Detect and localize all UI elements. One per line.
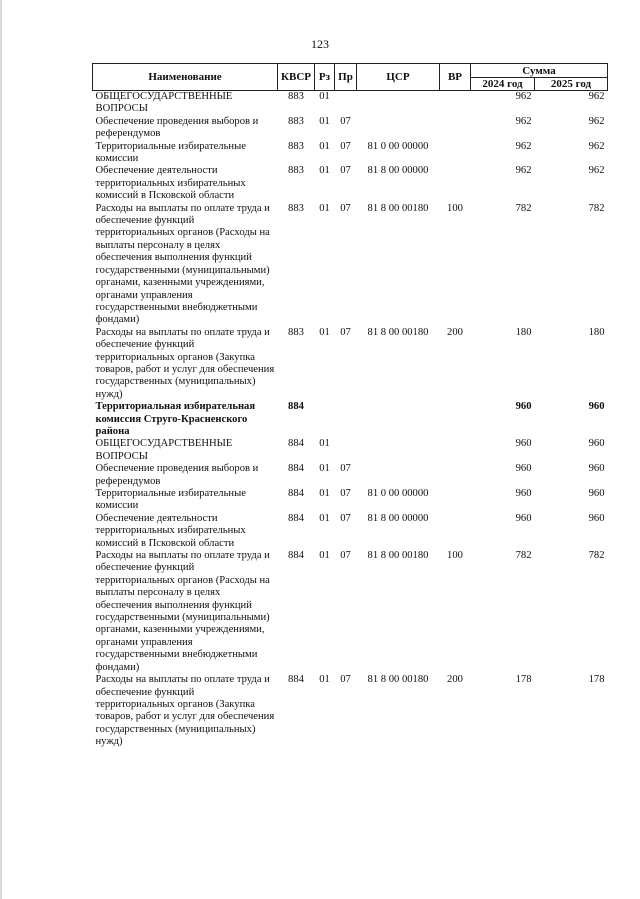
- table-row: [93, 463, 608, 488]
- row-csr: [357, 438, 440, 463]
- header-vr: ВР: [440, 64, 471, 91]
- scan-edge: [0, 0, 2, 899]
- table-row: [93, 438, 608, 463]
- table-row: [93, 91, 608, 116]
- row-pr: 07: [340, 674, 351, 686]
- row-rz: 01: [319, 202, 330, 214]
- row-vr: [440, 463, 471, 488]
- table-header: [93, 64, 608, 91]
- row-vr: [440, 513, 471, 550]
- row-sum-2025: 178: [588, 674, 605, 686]
- row-sum-2024: 962: [515, 115, 532, 127]
- table-row: [93, 203, 608, 327]
- row-sum-2025: 960: [588, 401, 605, 413]
- row-sum-2025: 960: [588, 438, 605, 450]
- row-kvsr: 884: [288, 488, 304, 499]
- row-vr: [440, 165, 471, 202]
- row-name: Расходы на выплаты по оплате труда и обеспечение функций территориальных органов (Расходы на выплаты персоналу в целях обеспечения выполнения функций государственными (муниципальными) органами, казенными учреждениями, органами управления государственными внебюджетными фондами): [95, 202, 270, 326]
- row-rz: 01: [319, 438, 330, 450]
- row-pr: 07: [340, 202, 351, 214]
- row-rz: 01: [319, 115, 330, 127]
- row-name: Расходы на выплаты по оплате труда и обеспечение функций территориальных органов (Закупка товаров, работ и услуг для обеспечения государственных (муниципальных) нужд): [95, 674, 275, 748]
- row-sum-2024: 962: [515, 140, 532, 152]
- row-pr: 07: [340, 115, 351, 127]
- row-pr: 07: [340, 463, 351, 475]
- row-pr: [335, 438, 357, 463]
- row-pr: 07: [340, 165, 351, 177]
- row-sum-2025: 960: [588, 463, 605, 475]
- row-pr: 07: [340, 140, 351, 152]
- row-vr: [440, 116, 471, 141]
- row-name: ОБЩЕГОСУДАРСТВЕННЫЕ ВОПРОСЫ: [95, 91, 233, 115]
- row-name: Территориальные избирательные комиссии: [95, 488, 246, 512]
- table-row: [93, 550, 608, 674]
- row-pr: 07: [340, 550, 351, 562]
- row-csr: 81 0 00 00000: [367, 488, 429, 499]
- row-csr: [357, 116, 440, 141]
- row-vr: [440, 401, 471, 438]
- row-kvsr: 884: [288, 438, 304, 450]
- row-sum-2025: 782: [588, 202, 605, 214]
- row-sum-2025: 962: [588, 165, 605, 177]
- row-vr: [440, 438, 471, 463]
- row-pr: 07: [340, 512, 351, 524]
- budget-table-container: [92, 63, 607, 749]
- row-name: Обеспечение проведения выборов и референдумов: [95, 115, 259, 140]
- row-sum-2025: 962: [588, 140, 605, 152]
- row-csr: [357, 91, 440, 116]
- row-vr: 100: [447, 202, 463, 214]
- row-csr: 81 8 00 00180: [367, 202, 429, 214]
- row-sum-2024: 962: [515, 165, 532, 177]
- row-kvsr: 884: [288, 512, 304, 524]
- row-name: Обеспечение деятельности территориальных избирательных комиссий в Псковской области: [95, 165, 246, 202]
- row-name: Обеспечение деятельности территориальных избирательных комиссий в Псковской области: [95, 512, 246, 549]
- table-row: [93, 165, 608, 202]
- row-rz: 01: [319, 550, 330, 562]
- budget-table: [92, 63, 608, 749]
- row-sum-2024: 960: [515, 512, 532, 524]
- row-kvsr: 883: [288, 165, 304, 177]
- row-name: Территориальные избирательные комиссии: [95, 140, 246, 165]
- row-sum-2024: 960: [515, 401, 532, 413]
- page-number: 123: [311, 37, 329, 51]
- table-row: [93, 513, 608, 550]
- row-kvsr: 883: [288, 91, 304, 102]
- row-vr: 200: [447, 674, 463, 686]
- table-row: [93, 327, 608, 401]
- row-rz: 01: [319, 326, 330, 338]
- header-rz: Рз: [315, 64, 335, 91]
- header-csr: ЦСР: [357, 64, 440, 91]
- header-year-2025: 2025 год: [535, 78, 608, 91]
- row-csr: 81 8 00 00180: [367, 674, 429, 686]
- row-vr: [440, 488, 471, 513]
- row-pr: [335, 91, 357, 116]
- row-kvsr: 884: [288, 463, 304, 475]
- row-rz: [315, 401, 335, 438]
- row-csr: [357, 401, 440, 438]
- row-rz: 01: [319, 512, 330, 524]
- row-rz: 01: [319, 165, 330, 177]
- row-kvsr: 884: [288, 674, 304, 686]
- table-row: [93, 488, 608, 513]
- table-row: [93, 141, 608, 166]
- row-csr: 81 8 00 00000: [367, 165, 429, 177]
- row-name: Обеспечение проведения выборов и референдумов: [95, 463, 259, 487]
- row-sum-2025: 782: [588, 550, 605, 562]
- row-csr: 81 8 00 00180: [367, 326, 429, 338]
- row-sum-2024: 960: [515, 488, 532, 499]
- row-sum-2025: 180: [588, 326, 605, 338]
- row-rz: 01: [319, 463, 330, 475]
- row-rz: 01: [319, 140, 330, 152]
- row-sum-2025: 962: [588, 91, 605, 102]
- row-vr: [440, 91, 471, 116]
- row-sum-2024: 180: [515, 326, 532, 338]
- table-row: [93, 401, 608, 438]
- row-kvsr: 883: [288, 202, 304, 214]
- row-name: ОБЩЕГОСУДАРСТВЕННЫЕ ВОПРОСЫ: [95, 438, 233, 462]
- row-csr: 81 8 00 00000: [367, 512, 429, 524]
- header-sum: Сумма: [471, 64, 608, 78]
- row-sum-2024: 962: [515, 91, 532, 102]
- row-sum-2025: 960: [588, 488, 605, 499]
- row-sum-2024: 960: [515, 438, 532, 450]
- row-sum-2024: 782: [515, 550, 532, 562]
- row-vr: 200: [447, 326, 463, 338]
- row-sum-2024: 782: [515, 202, 532, 214]
- row-csr: 81 8 00 00180: [367, 550, 429, 562]
- row-kvsr: 884: [288, 550, 304, 562]
- row-rz: 01: [319, 91, 330, 102]
- row-sum-2024: 960: [515, 463, 532, 475]
- row-name: Территориальная избирательная комиссия Струго-Красненского района: [95, 401, 256, 437]
- row-pr: [335, 401, 357, 438]
- header-pr: Пр: [335, 64, 357, 91]
- row-name: Расходы на выплаты по оплате труда и обеспечение функций территориальных органов (Расходы на выплаты персоналу в целях обеспечения выполнения функций государственными (муниципальными) органами, казенными учреждениями, органами управления государственными внебюджетными фондами): [95, 550, 270, 673]
- row-name: Расходы на выплаты по оплате труда и обеспечение функций территориальных органов (Закупка товаров, работ и услуг для обеспечения государственных (муниципальных) нужд): [95, 326, 275, 400]
- table-row: [93, 674, 608, 748]
- header-kvsr: КВСР: [278, 64, 315, 91]
- row-sum-2025: 960: [588, 512, 605, 524]
- table-body: [93, 91, 608, 749]
- row-vr: 100: [447, 550, 463, 562]
- table-row: [93, 116, 608, 141]
- row-pr: 07: [340, 488, 351, 499]
- row-pr: 07: [340, 326, 351, 338]
- header-year-2024: 2024 год: [471, 78, 535, 91]
- row-kvsr: 883: [288, 115, 304, 127]
- row-rz: 01: [319, 674, 330, 686]
- header-name: Наименование: [93, 64, 278, 91]
- row-kvsr: 884: [288, 401, 304, 413]
- row-sum-2025: 962: [588, 115, 605, 127]
- row-sum-2024: 178: [515, 674, 532, 686]
- row-kvsr: 883: [288, 140, 304, 152]
- row-kvsr: 883: [288, 326, 304, 338]
- row-csr: 81 0 00 00000: [367, 140, 429, 152]
- row-csr: [357, 463, 440, 488]
- row-rz: 01: [319, 488, 330, 499]
- row-vr: [440, 141, 471, 166]
